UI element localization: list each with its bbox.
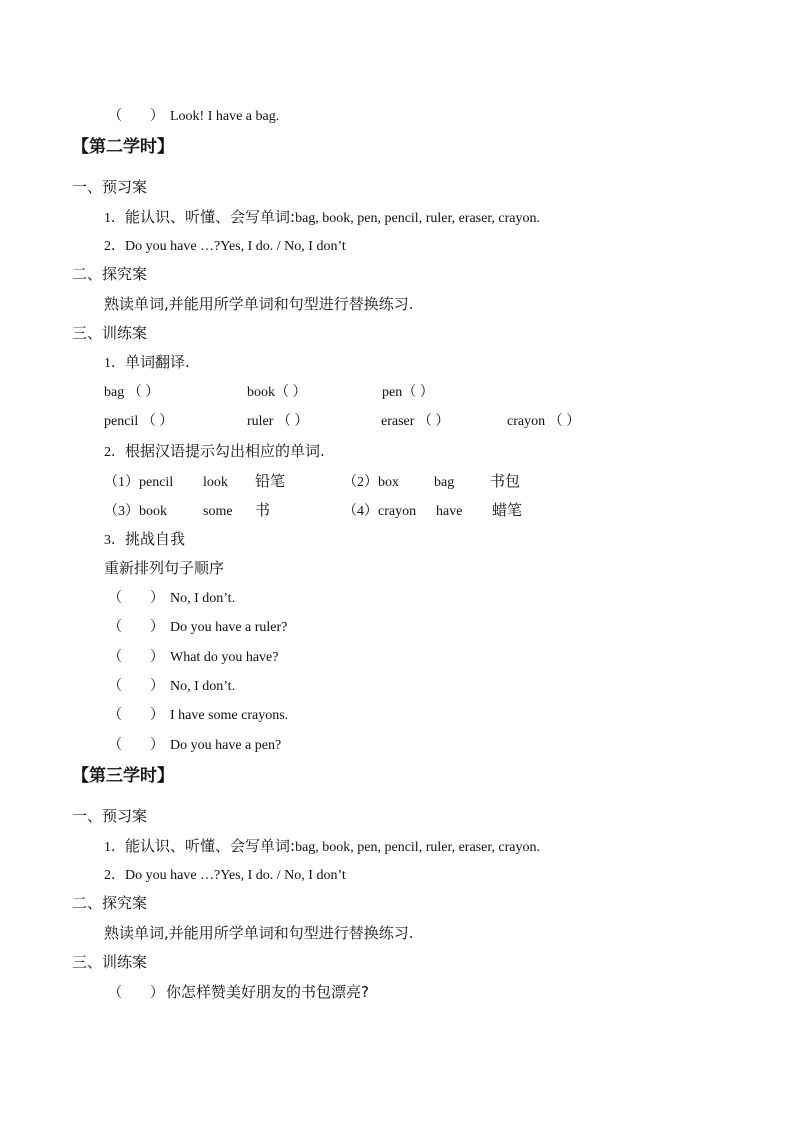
item-cn-text: 能认识、听懂、会写单词: xyxy=(125,208,296,226)
translate-bag: bag （ ） xyxy=(104,385,160,400)
translate-pen: pen（ ） xyxy=(382,385,434,400)
reorder-sentence xyxy=(108,706,288,725)
question-text: 你怎样赞美好朋友的书包漂亮? xyxy=(166,983,369,1001)
word-option[interactable]: bag xyxy=(434,475,455,490)
word-option[interactable]: look xyxy=(203,475,228,490)
item-number: 2． xyxy=(104,445,125,460)
pair-2 xyxy=(343,472,520,492)
word-option[interactable]: book xyxy=(139,504,167,519)
reorder-sentence xyxy=(108,736,281,755)
question2-title xyxy=(104,442,325,462)
translate-ruler: ruler （ ） xyxy=(247,414,309,429)
question3-title xyxy=(104,530,185,550)
lesson2-title: 【第二学时】 xyxy=(72,137,174,157)
lesson2-section3-heading: 三、训练案 xyxy=(72,324,148,342)
translate-crayon: crayon （ ） xyxy=(507,414,581,429)
lesson3-section3-heading: 三、训练案 xyxy=(72,953,148,971)
sentence-text: No, I don’t. xyxy=(170,591,236,606)
cn-hint: 蜡笔 xyxy=(492,501,523,519)
lesson2-preview-item2 xyxy=(104,237,346,256)
sentence-text: I have some crayons. xyxy=(170,708,289,723)
item-en-text: bag, book, pen, pencil, ruler, eraser, crayon. xyxy=(295,840,541,855)
item-number: 1． xyxy=(104,840,125,855)
pair-number: （3） xyxy=(104,504,139,519)
question-text: 挑战自我 xyxy=(125,530,186,548)
word-option[interactable]: crayon xyxy=(378,504,417,519)
sentence-text: Do you have a ruler? xyxy=(170,620,288,635)
answer-paren[interactable]: （ ） xyxy=(108,650,164,665)
lesson2-section2-heading: 二、探究案 xyxy=(72,265,148,283)
cn-hint: 书包 xyxy=(490,472,521,490)
cn-hint: 书 xyxy=(255,501,271,519)
word-option[interactable]: box xyxy=(378,475,399,490)
translate-book: book（ ） xyxy=(247,385,307,400)
word-option[interactable]: pencil xyxy=(139,475,174,490)
item-en-text: bag, book, pen, pencil, ruler, eraser, crayon. xyxy=(295,211,541,226)
word-option[interactable]: have xyxy=(436,504,463,519)
item-number: 1． xyxy=(104,356,125,371)
lesson3-preview-item2 xyxy=(104,866,346,885)
top-exercise-line xyxy=(108,107,279,126)
question-text: 单词翻译. xyxy=(125,353,190,371)
item-cn-text: 能认识、听懂、会写单词: xyxy=(125,837,296,855)
item-number: 3． xyxy=(104,533,125,548)
lesson2-preview-item1 xyxy=(104,208,540,228)
answer-paren[interactable]: （ ） xyxy=(108,620,164,635)
reorder-sentence xyxy=(108,677,235,696)
lesson3-section1-heading: 一、预习案 xyxy=(72,807,148,825)
pair-3 xyxy=(104,501,270,521)
question1-title xyxy=(104,353,190,373)
answer-paren[interactable]: （ ） xyxy=(108,708,164,723)
item-number: 1． xyxy=(104,211,125,226)
pair-number: （4） xyxy=(343,504,378,519)
lesson2-explore-text: 熟读单词,并能用所学单词和句型进行替换练习. xyxy=(104,295,414,313)
reorder-title: 重新排列句子顺序 xyxy=(104,559,225,577)
item-number: 2． xyxy=(104,868,125,883)
word-option[interactable]: some xyxy=(203,504,233,519)
answer-paren[interactable]: （ ） xyxy=(108,986,164,1001)
translate-pencil: pencil （ ） xyxy=(104,414,174,429)
pair-number: （2） xyxy=(343,475,378,490)
pair-number: （1） xyxy=(104,475,139,490)
cn-hint: 铅笔 xyxy=(255,472,286,490)
answer-paren[interactable]: （ ） xyxy=(108,591,164,606)
item-en-text: Do you have …?Yes, I do. / No, I don’t xyxy=(125,239,346,254)
reorder-sentence xyxy=(108,648,278,667)
lesson3-preview-item1 xyxy=(104,837,540,857)
answer-paren[interactable]: （ ） xyxy=(108,738,164,753)
answer-paren: （ ） xyxy=(108,109,164,124)
lesson2-section1-heading: 一、预习案 xyxy=(72,178,148,196)
lesson3-title: 【第三学时】 xyxy=(72,766,174,786)
pair-4 xyxy=(343,501,522,521)
item-en-text: Do you have …?Yes, I do. / No, I don’t xyxy=(125,868,346,883)
sentence-text: No, I don’t. xyxy=(170,679,236,694)
pair-1 xyxy=(104,472,285,492)
lesson3-section2-heading: 二、探究案 xyxy=(72,894,148,912)
question-text: 根据汉语提示勾出相应的单词. xyxy=(125,442,325,460)
answer-paren[interactable]: （ ） xyxy=(108,679,164,694)
lesson3-explore-text: 熟读单词,并能用所学单词和句型进行替换练习. xyxy=(104,924,414,942)
sentence-text: What do you have? xyxy=(170,650,279,665)
item-number: 2． xyxy=(104,239,125,254)
reorder-sentence xyxy=(108,618,287,637)
sentence-text: Look! I have a bag. xyxy=(170,109,280,124)
lesson3-question xyxy=(108,983,369,1003)
reorder-sentence xyxy=(108,589,235,608)
sentence-text: Do you have a pen? xyxy=(170,738,282,753)
translate-eraser: eraser （ ） xyxy=(381,414,450,429)
